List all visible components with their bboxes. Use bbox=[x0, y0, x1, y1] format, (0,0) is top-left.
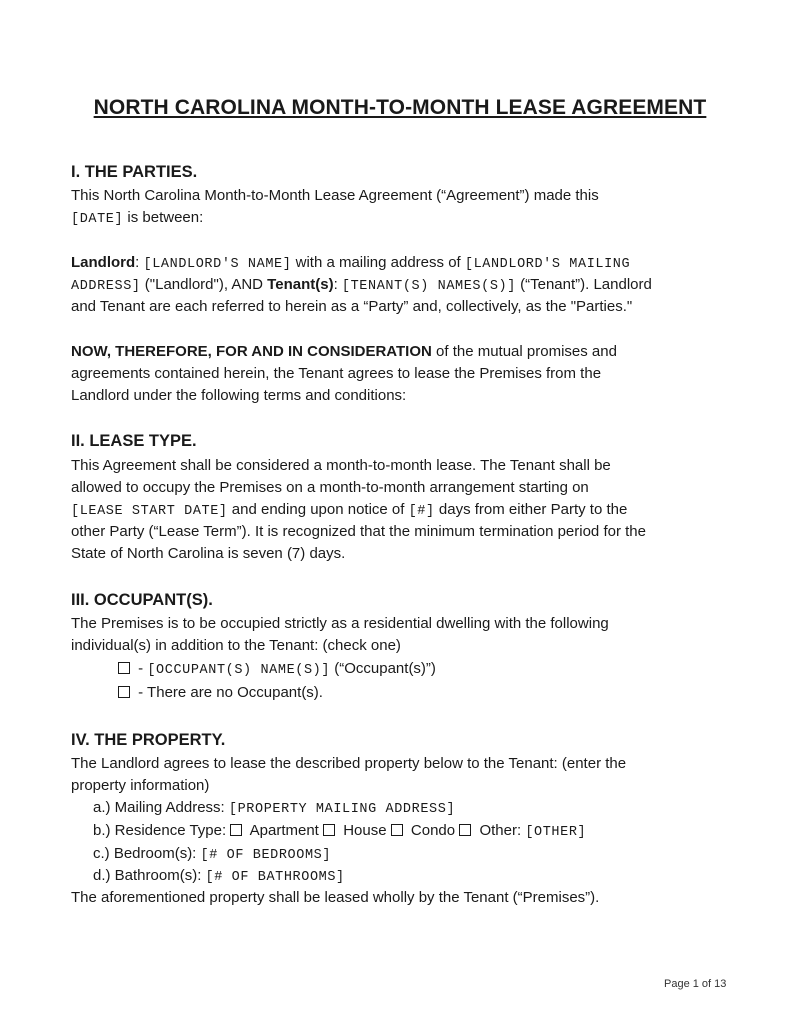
paragraph-line: allowed to occupy the Premises on a month-to-month arrangement starting on bbox=[71, 479, 589, 496]
text-span: with a mailing address of bbox=[291, 254, 465, 271]
paragraph-line: and Tenant are each referred to herein as a “Party” and, collectively, as the "Parties." bbox=[71, 298, 633, 315]
notice-days-placeholder: [#] bbox=[408, 504, 435, 519]
bathrooms bbox=[93, 866, 345, 888]
landlord-mailing-placeholder: [LANDLORD'S MAILING bbox=[464, 257, 631, 272]
bedrooms bbox=[93, 844, 331, 866]
text-span: days from either Party to the bbox=[434, 501, 628, 518]
text-span: (“Tenant”). Landlord bbox=[515, 276, 652, 293]
section-heading-lease-type: II. LEASE TYPE. bbox=[71, 432, 197, 450]
tenant-names-placeholder: [TENANT(S) NAMES(S)] bbox=[341, 279, 516, 294]
occupant-names-checkbox[interactable] bbox=[118, 662, 130, 674]
now-therefore-clause: NOW, THEREFORE, FOR AND IN CONSIDERATION bbox=[71, 343, 432, 360]
paragraph-line: property information) bbox=[71, 777, 210, 794]
tenant-label: Tenant(s) bbox=[267, 276, 334, 293]
paragraph-line: individual(s) in addition to the Tenant: (check one) bbox=[71, 637, 401, 654]
text-span: : bbox=[333, 276, 342, 293]
section-heading-property: IV. THE PROPERTY. bbox=[71, 731, 226, 749]
paragraph-line: This North Carolina Month-to-Month Lease Agreement (“Agreement”) made this bbox=[71, 187, 599, 204]
paragraph-line: The Premises is to be occupied strictly as a residential dwelling with the following bbox=[71, 615, 609, 632]
other-placeholder: [OTHER] bbox=[525, 825, 587, 840]
property-mailing-address bbox=[93, 798, 455, 820]
text-span: Apartment bbox=[246, 822, 324, 839]
paragraph-line bbox=[71, 275, 652, 297]
landlord-name-placeholder: [LANDLORD'S NAME] bbox=[143, 257, 292, 272]
document-title: NORTH CAROLINA MONTH-TO-MONTH LEASE AGREEMENT bbox=[93, 96, 707, 119]
paragraph-line: agreements contained herein, the Tenant agrees to lease the Premises from the bbox=[71, 365, 602, 382]
condo-checkbox[interactable] bbox=[391, 824, 403, 836]
house-checkbox[interactable] bbox=[323, 824, 335, 836]
paragraph-line: Landlord under the following terms and conditions: bbox=[71, 387, 407, 404]
occupant-names-placeholder: [OCCUPANT(S) NAME(S)] bbox=[147, 663, 331, 678]
other-checkbox[interactable] bbox=[459, 824, 471, 836]
text-span: : bbox=[135, 254, 144, 271]
residence-type bbox=[93, 821, 586, 843]
text-span: of the mutual promises and bbox=[431, 343, 617, 360]
paragraph-line bbox=[71, 342, 617, 362]
paragraph-line: The aforementioned property shall be leased wholly by the Tenant (“Premises”). bbox=[71, 889, 600, 906]
text-span: a.) Mailing Address: bbox=[93, 799, 229, 816]
text-span: d.) Bathroom(s): bbox=[93, 867, 206, 884]
text-span: (“Occupant(s)”) bbox=[330, 660, 436, 677]
paragraph-line bbox=[71, 208, 203, 230]
page-number: Page 1 of 13 bbox=[664, 978, 727, 990]
landlord-label: Landlord bbox=[71, 254, 136, 271]
apartment-checkbox[interactable] bbox=[230, 824, 242, 836]
occupant-option-names bbox=[118, 659, 436, 681]
text-span: is between: bbox=[123, 209, 204, 226]
text-span: c.) Bedroom(s): bbox=[93, 845, 201, 862]
text-span: Other: bbox=[475, 822, 526, 839]
text-span: House bbox=[339, 822, 391, 839]
bedrooms-placeholder: [# OF BEDROOMS] bbox=[200, 848, 332, 863]
no-occupants-checkbox[interactable] bbox=[118, 686, 130, 698]
lease-start-date-placeholder: [LEASE START DATE] bbox=[71, 504, 228, 519]
section-heading-parties: I. THE PARTIES. bbox=[71, 163, 198, 181]
paragraph-line: other Party (“Lease Term”). It is recognized that the minimum termination period for the bbox=[71, 523, 646, 540]
paragraph-line: This Agreement shall be considered a month-to-month lease. The Tenant shall be bbox=[71, 457, 611, 474]
property-address-placeholder: [PROPERTY MAILING ADDRESS] bbox=[228, 802, 456, 817]
text-span: ("Landlord"), AND bbox=[140, 276, 268, 293]
text-span: - There are no Occupant(s). bbox=[134, 684, 323, 701]
landlord-mailing-placeholder-cont: ADDRESS] bbox=[71, 279, 141, 294]
date-placeholder: [DATE] bbox=[71, 212, 124, 227]
text-span: and ending upon notice of bbox=[227, 501, 409, 518]
text-span: Condo bbox=[406, 822, 460, 839]
paragraph-line bbox=[71, 500, 627, 522]
bathrooms-placeholder: [# OF BATHROOMS] bbox=[205, 870, 345, 885]
paragraph-line: State of North Carolina is seven (7) days. bbox=[71, 545, 346, 562]
text-span: - bbox=[134, 660, 148, 677]
text-span: b.) Residence Type: bbox=[93, 822, 231, 839]
occupant-option-none bbox=[118, 683, 323, 703]
paragraph-line bbox=[71, 253, 630, 275]
section-heading-occupants: III. OCCUPANT(S). bbox=[71, 591, 213, 609]
paragraph-line: The Landlord agrees to lease the described property below to the Tenant: (enter the bbox=[71, 755, 627, 772]
